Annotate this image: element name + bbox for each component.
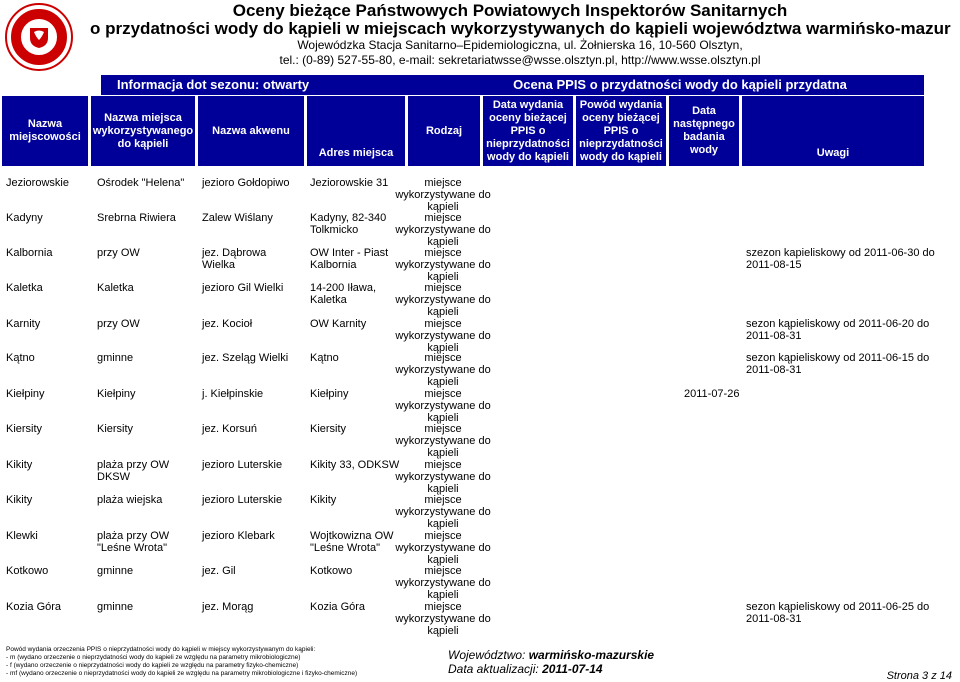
footer-legend: [6, 646, 357, 678]
cell-adres: Kotkowo: [310, 565, 353, 577]
cell-adres: Jeziorowskie 31: [310, 177, 389, 189]
cell-miejscowosc: Kiełpiny: [6, 388, 45, 400]
col-header-uwagi: Uwagi: [742, 96, 924, 166]
cell-akwen: jez. Dąbrowa Wielka: [202, 247, 267, 271]
cell-adres: Kiełpiny: [310, 388, 349, 400]
cell-rodzaj: miejsce wykorzystywane do kąpieli: [395, 318, 491, 354]
cell-adres: Kiersity: [310, 423, 347, 435]
legend-f: - f (wydano orzeczenie o nieprzydatności wody do kąpieli ze względu na parametry fizyko-chemiczne): [6, 662, 299, 669]
legend-mf: - mf (wydano orzeczenie o nieprzydatności wody do kąpieli ze względu na parametry mikrobiologiczne i fizyko-chemiczne): [6, 670, 358, 677]
cell-miejscowosc: Kotkowo: [6, 565, 49, 577]
cell-uwagi: sezon kąpieliskowy od 2011-06-15 do 2011-08-31: [746, 352, 930, 376]
cell-adres: Kątno: [310, 352, 339, 364]
cell-miejsce: gminne: [97, 565, 134, 577]
col-header-powod: Powód wydania oceny bieżącej PPIS o nieprzydatności wody do kąpieli: [576, 96, 666, 166]
cell-miejsce: Srebrna Riwiera: [97, 212, 176, 224]
wojewodztwo-label: Województwo:: [448, 648, 526, 662]
cell-akwen: jez. Korsuń: [202, 423, 258, 435]
col-header-data-wydania: Data wydania oceny bieżącej PPIS o nieprzydatności wody do kąpieli: [483, 96, 573, 166]
wojewodztwo-value: warmińsko-mazurskie: [528, 648, 655, 662]
cell-miejscowosc: Kadyny: [6, 212, 43, 224]
page-number: Strona 3 z 14: [886, 670, 952, 682]
cell-akwen: j. Kiełpinskie: [202, 388, 264, 400]
cell-rodzaj: miejsce wykorzystywane do kąpieli: [395, 212, 491, 248]
cell-adres: Kadyny, 82-340 Tolkmicko: [310, 212, 387, 236]
cell-akwen: Zalew Wiślany: [202, 212, 273, 224]
cell-miejscowosc: Karnity: [6, 318, 41, 330]
legend-title: Powód wydania orzeczenia PPIS o nieprzydatności wody do kąpieli w miejscy wykorzystywanym do kąpieli:: [6, 646, 316, 653]
cell-akwen: jezioro Luterskie: [202, 459, 283, 471]
header-title-1: Oceny bieżące Państwowych Powiatowych Inspektorów Sanitarnych: [232, 1, 788, 20]
season-info-bar: [101, 75, 480, 95]
col-header-miejscowosc: Nazwa miejscowości: [2, 96, 88, 166]
cell-miejscowosc: Kikity: [6, 459, 33, 471]
header-contact: tel.: (0-89) 527-55-80, e-mail: sekretariatwsse@wsse.olsztyn.pl, http://www.wsse.olsztyn.pl: [279, 53, 761, 67]
update-date-label: Data aktualizacji:: [448, 662, 539, 676]
cell-akwen: jez. Szeląg Wielki: [202, 352, 289, 364]
cell-akwen: jezioro Gil Wielki: [202, 282, 284, 294]
cell-miejsce: plaża przy OW DKSW: [97, 459, 170, 483]
cell-akwen: jez. Kocioł: [202, 318, 253, 330]
cell-akwen: jezioro Klebark: [202, 530, 275, 542]
cell-rodzaj: miejsce wykorzystywane do kąpieli: [395, 565, 491, 601]
cell-adres: Kikity: [310, 494, 337, 506]
season-info-text: Informacja dot sezonu: otwarty: [117, 77, 310, 92]
cell-miejscowosc: Kalbornia: [6, 247, 53, 259]
cell-adres: OW Karnity: [310, 318, 367, 330]
cell-miejscowosc: Kikity: [6, 494, 33, 506]
cell-uwagi: szezon kapieliskowy od 2011-06-30 do 2011-08-15: [746, 247, 935, 271]
cell-miejsce: plaża wiejska: [97, 494, 163, 506]
cell-miejsce: Kiełpiny: [97, 388, 136, 400]
cell-miejscowosc: Klewki: [6, 530, 38, 542]
cell-adres: Kozia Góra: [310, 601, 366, 613]
ocena-text: Ocena PPIS o przydatności wody do kąpieli przydatna: [513, 77, 847, 92]
col-header-akwen: Nazwa akwenu: [198, 96, 304, 166]
cell-miejsce: Kiersity: [97, 423, 134, 435]
legend-m: - m (wydano orzeczenie o nieprzydatności wody do kąpieli ze względu na parametry mikrobiologiczne): [6, 654, 301, 661]
cell-uwagi: sezon kąpieliskowy od 2011-06-20 do 2011-08-31: [746, 318, 930, 342]
cell-miejsce: przy OW: [97, 318, 140, 330]
cell-miejsce: Ośrodek "Helena": [97, 177, 185, 189]
cell-miejscowosc: Kaletka: [6, 282, 43, 294]
cell-uwagi: sezon kąpieliskowy od 2011-06-25 do 2011-08-31: [746, 601, 930, 625]
cell-adres: Wojtkowizna OW "Leśne Wrota": [310, 530, 394, 554]
cell-miejsce: Kaletka: [97, 282, 134, 294]
header-title-2: o przydatności wody do kąpieli w miejscach wykorzystywanych do kąpieli województwa warmińsko-mazur: [90, 19, 951, 38]
cell-akwen: jezioro Luterskie: [202, 494, 283, 506]
header-address: Wojewódzka Stacja Sanitarno–Epidemiologiczna, ul. Żołnierska 16, 10-560 Olsztyn,: [297, 38, 743, 52]
cell-akwen: jezioro Gołdopiwo: [202, 177, 290, 189]
cell-miejscowosc: Kiersity: [6, 423, 43, 435]
cell-miejscowosc: Kątno: [6, 352, 35, 364]
cell-miejsce: plaża przy OW "Leśne Wrota": [97, 530, 170, 554]
cell-rodzaj: miejsce wykorzystywane do kąpieli: [395, 494, 491, 530]
cell-rodzaj: miejsce wykorzystywane do kąpieli: [395, 352, 491, 388]
cell-miejscowosc: Jeziorowskie: [6, 177, 69, 189]
cell-rodzaj: miejsce wykorzystywane do kąpieli: [395, 282, 491, 318]
cell-miejsce: gminne: [97, 352, 134, 364]
cell-adres: OW Inter - Piast Kalbornia: [310, 247, 389, 271]
cell-rodzaj: miejsce wykorzystywane do kąpieli: [395, 601, 491, 637]
cell-adres: Kikity 33, ODKSW: [310, 459, 400, 471]
cell-rodzaj: miejsce wykorzystywane do kąpieli: [395, 388, 491, 424]
col-header-miejsce: Nazwa miejsca wykorzystywanego do kąpieli: [91, 96, 195, 166]
cell-rodzaj: miejsce wykorzystywane do kąpieli: [395, 530, 491, 566]
col-header-rodzaj: Rodzaj: [408, 96, 480, 166]
footer-info: [448, 648, 654, 676]
cell-miejsce: przy OW: [97, 247, 140, 259]
cell-rodzaj: miejsce wykorzystywane do kąpieli: [395, 177, 491, 213]
cell-rodzaj: miejsce wykorzystywane do kąpieli: [395, 459, 491, 495]
cell-akwen: jez. Gil: [202, 565, 236, 577]
cell-rodzaj: miejsce wykorzystywane do kąpieli: [395, 247, 491, 283]
update-date-value: 2011-07-14: [542, 662, 603, 676]
cell-akwen: jez. Morąg: [202, 601, 254, 613]
cell-adres: 14-200 Iława, Kaletka: [310, 282, 377, 306]
cell-miejsce: gminne: [97, 601, 134, 613]
cell-miejscowosc: Kozia Góra: [6, 601, 62, 613]
cell-data: 2011-07-26: [684, 388, 740, 400]
col-header-adres: Adres miejsca: [307, 96, 405, 166]
col-header-data-badania: Data następnego badania wody: [669, 96, 739, 166]
cell-rodzaj: miejsce wykorzystywane do kąpieli: [395, 423, 491, 459]
